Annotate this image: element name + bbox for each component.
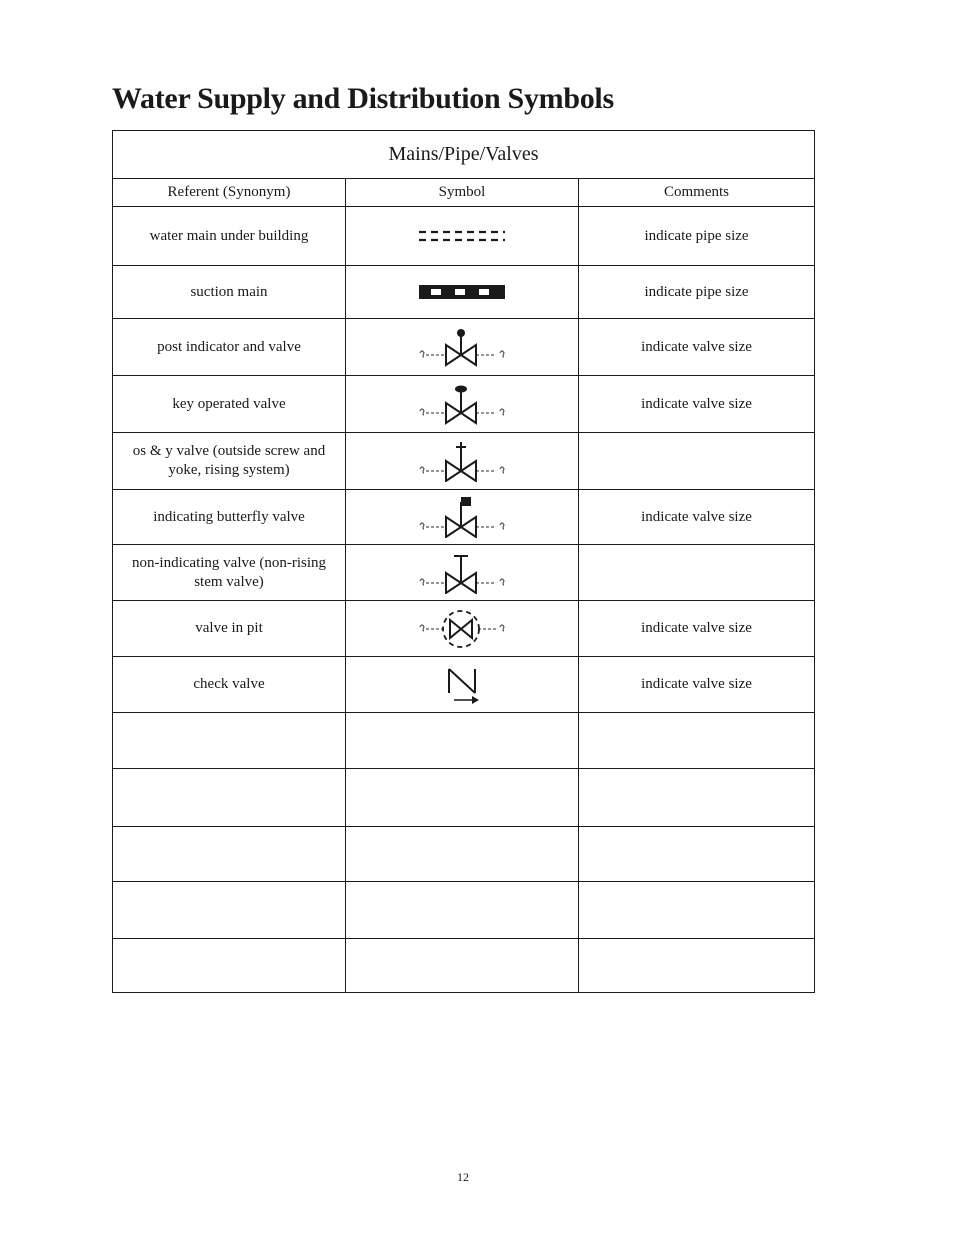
symbol-cell	[346, 266, 579, 319]
comment-cell	[579, 882, 815, 939]
symbol-cell	[346, 939, 579, 993]
referent-cell: key operated valve	[113, 376, 346, 433]
table-row	[113, 319, 815, 376]
table-row	[113, 601, 815, 657]
referent-cell: valve in pit	[113, 601, 346, 657]
symbol-cell	[346, 319, 579, 376]
table-row	[113, 713, 815, 769]
comment-cell: indicate valve size	[579, 601, 815, 657]
comment-cell	[579, 769, 815, 827]
section-header-row	[113, 131, 815, 179]
referent-cell: non-indicating valve (non-rising stem valve)	[113, 545, 346, 601]
table-row	[113, 882, 815, 939]
page-title: Water Supply and Distribution Symbols	[112, 82, 614, 115]
symbol-cell	[346, 882, 579, 939]
symbol-cell	[346, 769, 579, 827]
table-row	[113, 266, 815, 319]
symbol-cell	[346, 657, 579, 713]
referent-cell: suction main	[113, 266, 346, 319]
table-row	[113, 769, 815, 827]
heavy-dashed-line-symbol	[417, 284, 507, 300]
referent-cell	[113, 713, 346, 769]
referent-cell: post indicator and valve	[113, 319, 346, 376]
key-operated-valve-symbol	[416, 383, 508, 425]
column-header-referent: Referent (Synonym)	[113, 179, 346, 207]
os-y-valve-symbol	[416, 440, 508, 482]
valve-in-pit-symbol	[416, 608, 508, 650]
symbols-table	[112, 130, 815, 993]
referent-cell: check valve	[113, 657, 346, 713]
comment-cell	[579, 433, 815, 490]
table-row	[113, 490, 815, 545]
comment-cell	[579, 827, 815, 882]
table-row	[113, 827, 815, 882]
comment-cell	[579, 939, 815, 993]
table-row	[113, 545, 815, 601]
column-header-comments: Comments	[579, 179, 815, 207]
comment-cell: indicate valve size	[579, 319, 815, 376]
comment-cell: indicate pipe size	[579, 207, 815, 266]
comment-cell: indicate pipe size	[579, 266, 815, 319]
non-indicating-valve-symbol	[416, 552, 508, 594]
column-header-symbol: Symbol	[346, 179, 579, 207]
table-row	[113, 376, 815, 433]
referent-cell	[113, 939, 346, 993]
referent-cell	[113, 882, 346, 939]
comment-cell	[579, 545, 815, 601]
symbol-cell	[346, 827, 579, 882]
referent-cell: water main under building	[113, 207, 346, 266]
symbol-cell	[346, 545, 579, 601]
symbol-cell	[346, 601, 579, 657]
referent-cell: indicating butterfly valve	[113, 490, 346, 545]
page-number: 12	[457, 1170, 469, 1184]
referent-cell	[113, 827, 346, 882]
table-row	[113, 939, 815, 993]
comment-cell: indicate valve size	[579, 657, 815, 713]
comment-cell: indicate valve size	[579, 376, 815, 433]
symbol-cell	[346, 433, 579, 490]
referent-cell: os & y valve (outside screw and yoke, rising system)	[113, 433, 346, 490]
column-header-row	[113, 179, 815, 207]
symbol-cell	[346, 490, 579, 545]
comment-cell: indicate valve size	[579, 490, 815, 545]
dashed-line-symbol	[417, 228, 507, 244]
table-row	[113, 657, 815, 713]
table-row	[113, 433, 815, 490]
symbol-cell	[346, 207, 579, 266]
table-row	[113, 207, 815, 266]
check-valve-symbol	[442, 665, 482, 705]
post-indicator-valve-symbol	[416, 326, 508, 368]
symbol-cell	[346, 713, 579, 769]
referent-cell	[113, 769, 346, 827]
comment-cell	[579, 713, 815, 769]
butterfly-valve-symbol	[416, 496, 508, 538]
section-title: Mains/Pipe/Valves	[113, 131, 815, 179]
symbol-cell	[346, 376, 579, 433]
